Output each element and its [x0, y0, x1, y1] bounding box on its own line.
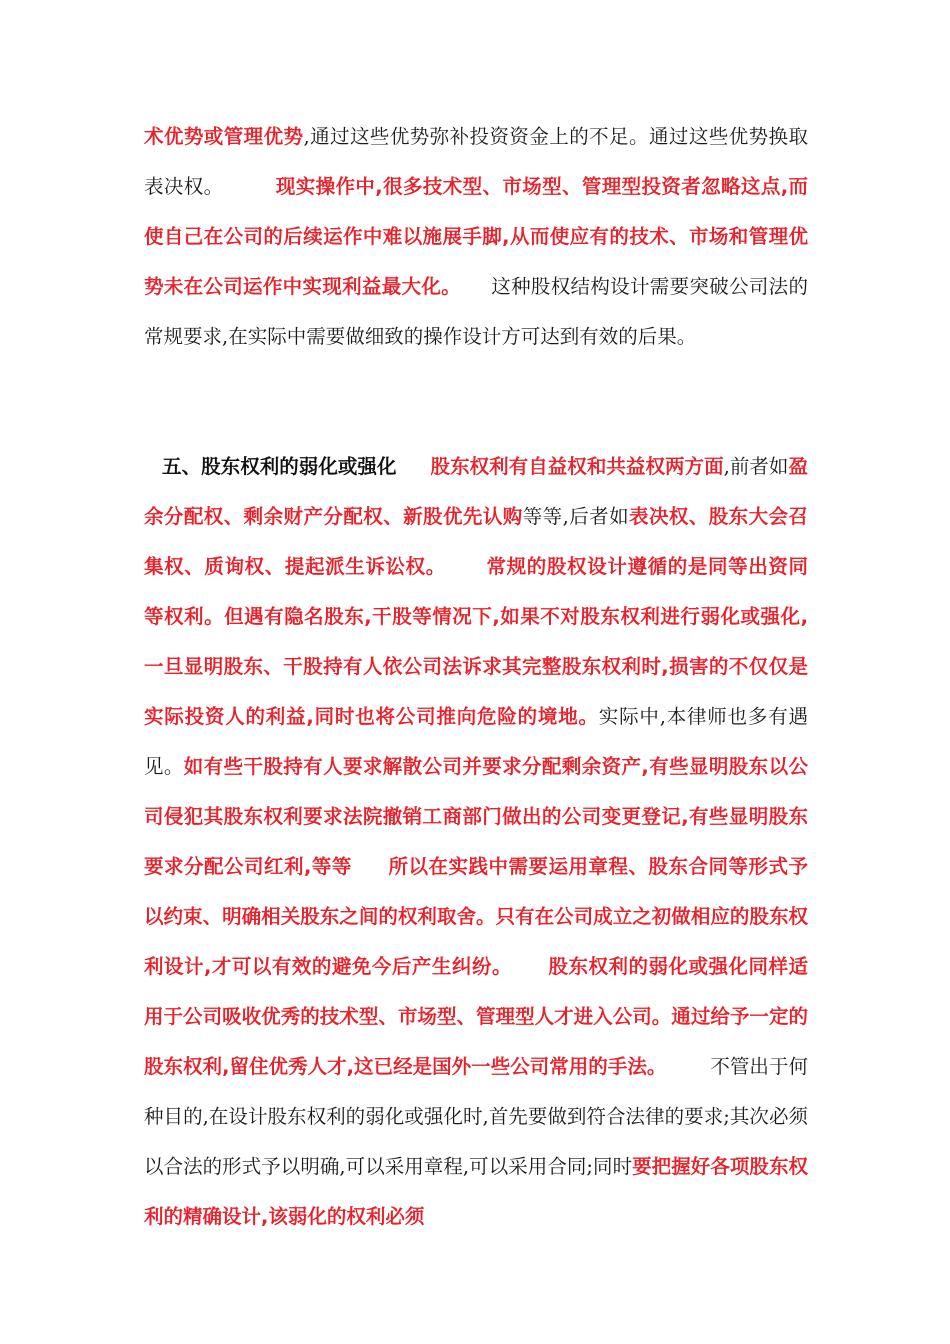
body-text: 这种股权结构设计需要突破公司法的常规要求,在实际中需要做细致的操作设计方可达到有效的后果。: [144, 275, 808, 348]
body-text: 实际中,本律师也多有遇见。: [144, 705, 808, 778]
body-text: 等等,后者如: [522, 505, 630, 528]
paragraph-shareholder-rights: [144, 442, 808, 1242]
emphasis-text: 股东权利的弱化或强化同样适用于公司吸收优秀的技术型、市场型、管理型人才进入公司。通过给予一定的股东权利,留住优秀人才,这已经是国外一些公司常用的手法。: [144, 955, 808, 1078]
body-text: ,通过这些优势弥补投资资金上的不足。通过这些优势换取表决权。: [144, 125, 808, 198]
emphasis-text: 股东权利有自益权和共益权两方面: [430, 455, 724, 478]
emphasis-text: 表决权、股东大会召集权、质询权、提起派生诉讼权。: [144, 505, 808, 578]
body-text: 不管出于何种目的,在设计股东权利的弱化或强化时,首先要做到符合法律的要求;其次必须以合法的形式予以明确,可以采用章程,可以采用合同;同时: [144, 1055, 808, 1178]
section-heading: 五、股东权利的弱化或强化: [162, 455, 397, 478]
body-text: ,前者如: [723, 455, 789, 478]
emphasis-text: 所以在实践中需要运用章程、股东合同等形式予以约束、明确相关股东之间的权利取舍。只有在公司成立之初做相应的股东权利设计,才可以有效的避免今后产生纠纷。: [144, 855, 808, 978]
emphasis-text: 盈余分配权、剩余财产分配权、新股优先认购: [144, 455, 808, 528]
emphasis-text: 术优势或管理优势: [144, 125, 304, 148]
emphasis-text: 要把握好各项股东权利的精确设计,该弱化的权利必须: [144, 1155, 808, 1228]
paragraph-equity-structure: [144, 112, 808, 362]
emphasis-text: 如有些干股持有人要求解散公司并要求分配剩余资产,有些显明股东以公司侵犯其股东权利要求法院撤销工商部门做出的公司变更登记,有些显明股东要求分配公司红利,等等: [144, 755, 808, 878]
emphasis-text: 现实操作中,很多技术型、市场型、管理型投资者忽略这点,而使自己在公司的后续运作中难以施展手脚,从而使应有的技术、市场和管理优势未在公司运作中实现利益最大化。: [144, 175, 808, 298]
emphasis-text: 常规的股权设计遵循的是同等出资同等权利。但遇有隐名股东,干股等情况下,如果不对股东权利进行弱化或强化,一旦显明股东、干股持有人依公司法诉求其完整股东权利时,损害的不仅仅是实际投资人的利益,同时也将公司推向危险的境地。: [144, 555, 808, 728]
